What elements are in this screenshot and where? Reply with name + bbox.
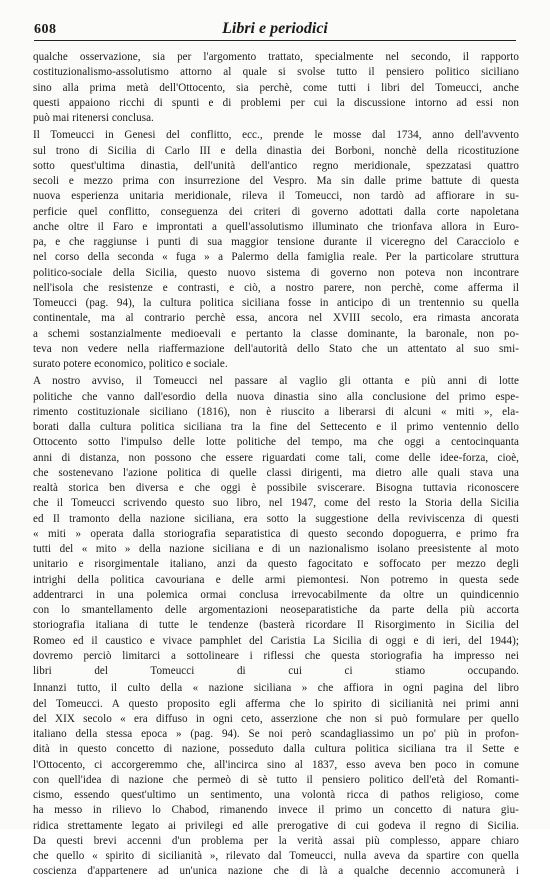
text-line: nuova esperienza unitaria meridionale, rileva il Tomeucci, non tardò ad affiorare in su- — [33, 190, 519, 203]
text-line: ed Il tramonto della nazione siciliana, era sotto la suggestione della reviviscenza di questi — [33, 512, 519, 525]
text-line: nel corso della seconda « fuga » a Palermo della famiglia reale. Per la particolare struttura — [33, 251, 519, 264]
running-head — [34, 20, 516, 41]
text-line: anni di distanza, non possono che essere riguardati come tali, come delle idee-forza, cioè, — [33, 451, 519, 464]
text-line: pa, e che raggiunse i punti di sua maggior tensione durante il viceregno del Caracciolo e — [33, 236, 519, 248]
text-line: con quell'idea di nazione che permeò di sè tutto il pensiero politico dell'età del Romanti- — [33, 773, 519, 786]
text-line: del Tomeucci. A questo proposito egli afferma che lo spirito di sicilianità nei primi anni — [33, 697, 519, 710]
text-line: del XIX secolo « era diffuso in ogni ceto, asserzione che non si può formulare per quello — [33, 712, 519, 725]
text-line: dità in questo concetto di nazione, posseduto dalla cultura politica siciliana tra il Sette e — [33, 743, 519, 756]
text-line: libri del Tomeucci di cui ci stiamo occupando. — [33, 665, 519, 677]
text-line: realtà storica ben diversa e che oggi è possibile sviscerare. Bisogna tuttavia riconoscere — [33, 482, 519, 494]
text-line: questi appaiono ricchi di spunti e di problemi per cui la discussione intorno ad essi non — [33, 96, 519, 109]
text-line: borati dalla cultura politica siciliana tra la fine del Settecento e il primo ventennio dello — [33, 421, 519, 433]
text-line: unitario e risorgimentale italiano, anzi da questo fagocitato e soffocato per mezzo degli — [33, 558, 519, 571]
text-line: che sostenevano l'azione politica di quelle classi dirigenti, ma dietro alle quali stava una — [33, 466, 519, 479]
text-line: sul trono di Sicilia di Carlo III e della dinastia dei Borboni, nonchè della ricostituzione — [33, 144, 519, 157]
text-line: con lo smantellamento delle argomentazioni neoseparatistiche da parte della più accorta — [33, 604, 519, 616]
text-line: intrighi della politica cavouriana e delle armi piemontesi. Non potremo in questa sede — [33, 573, 519, 586]
text-line: Ottocento sotto l'impulso delle lotte politiche del tempo, ma che oggi a centocinquanta — [33, 436, 519, 449]
text-line: sotto quest'ultima dinastia, dell'unità dell'antico regno meridionale, spezzatasi quattro — [33, 159, 519, 172]
text-line: perficie quel conflitto, conseguenza dei criteri di governo adottati dalla corte napoletana — [33, 205, 519, 218]
text-line: Il Tomeucci in Genesi del conflitto, ecc., prende le mosse dal 1734, anno dell'avvento — [33, 129, 519, 142]
text-line: dovremo perciò limitarci a sottolineare i riflessi che questa storiografia ha impresso nei — [33, 649, 519, 662]
text-line: secoli e mezzo prima con insurrezione del Vespro. Ma sin dalle prime battute di questa — [33, 175, 519, 187]
text-line: « miti » operata dalla storiografia separatistica di questo secondo dopoguerra, e primo fra — [33, 527, 519, 540]
text-line: tutti del « mito » della nazione siciliana e di un nazionalismo isolano preesistente al moto — [33, 543, 519, 555]
text-line: addentrarci in una polemica ormai conclusa irrevocabilmente da oltre un quindicennio — [33, 588, 519, 601]
text-line: continentale, ma al contrario perchè essa, ancora nel XVIII secolo, era rimasta ancorata — [33, 312, 519, 325]
text-line: politiche che vanno dall'esordio della nuova dinastia sino alla conclusione del primo espe- — [33, 390, 519, 403]
text-line: ridica strettamente legato ai privilegi ed alle prerogative di cui godeva il regno di Sicilia. — [33, 819, 519, 832]
text-line: nell'isola che resistenze e contrasti, e ciò, a nostro parere, non perchè, come afferma il — [33, 281, 519, 294]
text-line: può mai ritenersi conclusa. — [33, 112, 154, 124]
page-number: 608 — [34, 22, 57, 37]
text-line: Da questi brevi accenni d'un problema per la verità assai più complesso, appare chiaro — [33, 834, 519, 847]
text-line: politico-sociale della Sicilia, questo nuovo sistema di governo non poteva non incontrare — [33, 266, 519, 279]
text-line: ha messo in rilievo lo Chabod, rimanendo invece il primo un concetto di natura giu- — [33, 804, 519, 817]
text-line: l'Ottocento, ci accorgeremmo che, all'incirca sino al 1837, esso aveva ben poco in comune — [33, 758, 519, 771]
text-line: A nostro avviso, il Tomeucci nel passare al vaglio gli ottanta e più anni di lotte — [33, 375, 519, 388]
text-line: sino alla prima metà dell'Ottocento, sia perchè, come tutti i libri del Tomeucci, anche — [33, 81, 519, 94]
text-line: coscienza d'appartenere ad un'unica nazione che di là a qualche decennio accomunerà i — [33, 865, 519, 878]
text-line: Tomeucci (pag. 94), la cultura politica siciliana fosse in anticipo di un trentennio su quella — [33, 297, 519, 309]
text-line: costituzionalismo-assolutismo attorno al quale si svolse tutto il pensiero politico siciliano — [33, 66, 519, 79]
text-line: surato potere economico, politico e sociale. — [33, 358, 228, 370]
text-line: Innanzi tutto, il culto della « nazione siciliana » che affiora in ogni pagina del libro — [33, 682, 519, 695]
text-line: Romeo ed il caustico e vivace pamphlet del Caristia La Sicilia di oggi e di ieri, del 1944); — [33, 634, 519, 647]
text-line: a schemi sostanzialmente medioevali e pertanto la classe dominante, la baronale, non po- — [33, 327, 519, 340]
text-line: italiano della stessa epoca » (pag. 94). Se noi però scandagliassimo un po' più in profon- — [33, 728, 519, 740]
text-line: che il Tomeucci scrivendo questo suo libro, nel 1947, come del resto la Storia della Sicilia — [33, 497, 519, 510]
text-line: anche oltre il Faro e improntati a quell'assolutismo illuminato che trionfava allora in Euro- — [33, 220, 519, 233]
review-body-text — [33, 50, 519, 880]
text-line: qualche osservazione, sia per l'argomento trattato, specialmente nel secondo, il rapporto — [33, 51, 519, 63]
text-line: che quello « spirito di sicilianità », rilevato dal Tomeucci, nulla aveva da spartire con quella — [33, 850, 519, 862]
text-line: cismo, essendo quest'ultimo un sentimento, una volontà ricca di pathos religioso, come — [33, 789, 519, 801]
text-line: storiografia italiana di tutte le tendenze (basterà ricordare Il Risorgimento in Sicilia del — [33, 619, 519, 632]
section-title: Libri e periodici — [222, 20, 328, 37]
text-line: rimento costituzionale siciliano (1816), non è riuscito a liberarsi di alcuni « miti », ela- — [33, 405, 519, 418]
text-line: teva non vedere nella riaffermazione dell'autorità dello Stato che un attentato al suo smi- — [33, 342, 519, 355]
